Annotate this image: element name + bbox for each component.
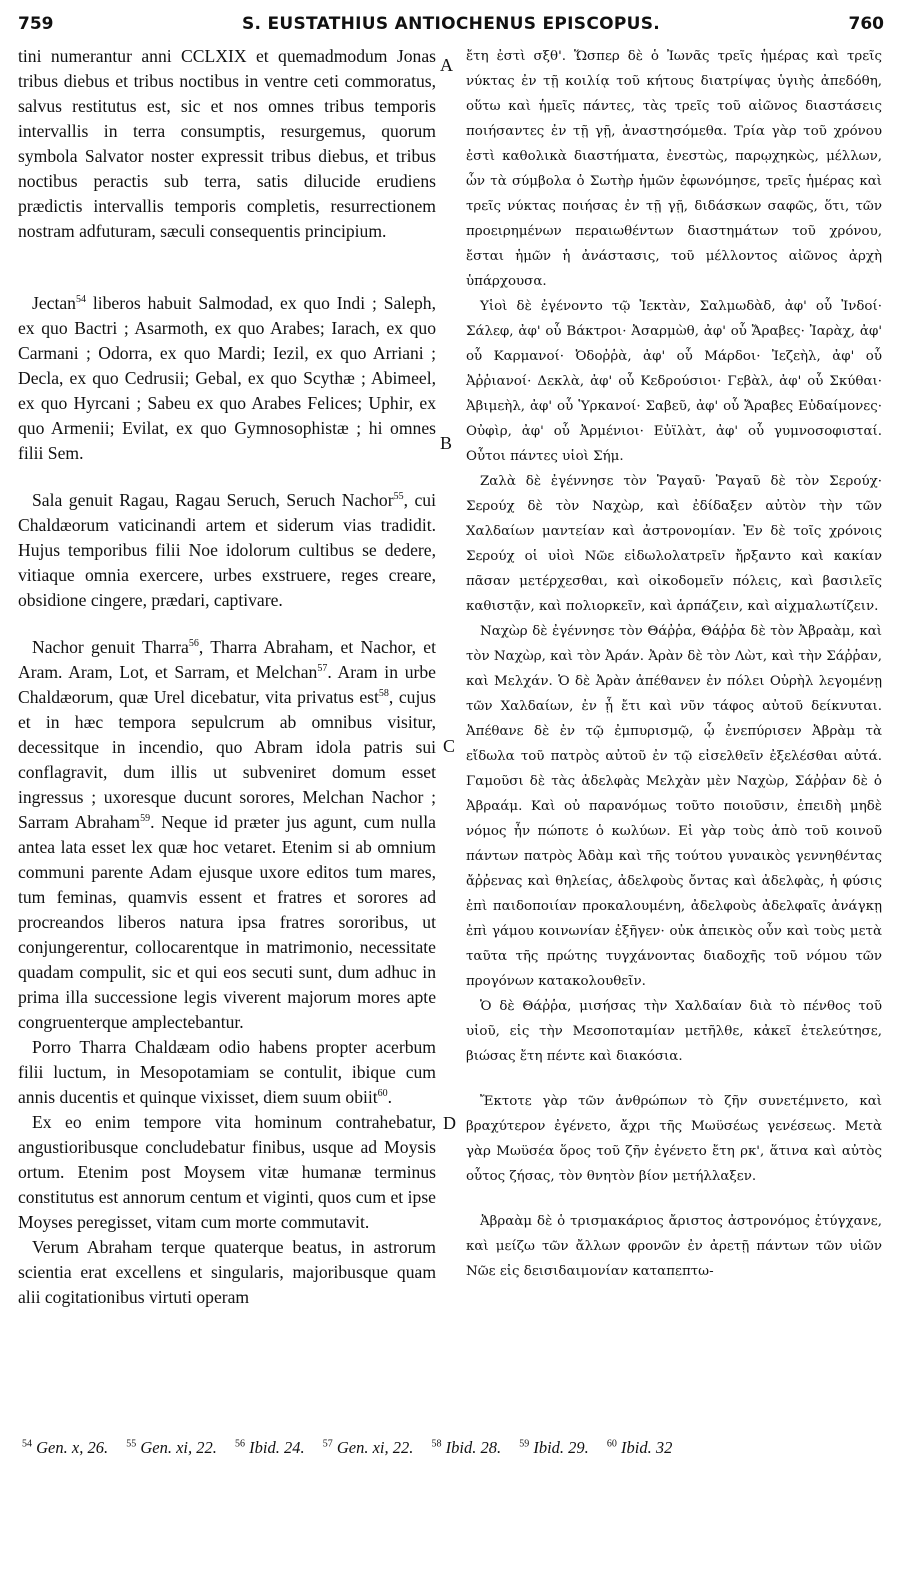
footnote <box>323 1438 414 1457</box>
greek-column <box>466 44 882 1284</box>
footnotes <box>22 1438 884 1458</box>
running-title: S. EUSTATHIUS ANTIOCHENUS EPISCOPUS. <box>241 14 661 34</box>
footnote-number: 60 <box>606 1438 617 1450</box>
greek-paragraph-1: ἔτη ἐστὶ σξθ'. Ὥσπερ δὲ ὁ Ἰωνᾶς τρεῖς ἡμέρας καὶ τρεῖς νύκτας ἐν τῇ κοιλίᾳ τοῦ κήτους διατρίψας ὑγιὴς ἀπεδόθη, οὕτω καὶ ἡμεῖς πάντες, τὰς τρεῖς τοῦ αἰῶνος διαστάσεις ποιήσαντες ἐν τῇ γῇ, ἀναστησόμεθα. Τρία γὰρ τοῦ χρόνου ἐστὶ καθολικὰ διαστήματα, ἐνεστὼς, παρῳχηκὼς, μέλλων, ὧν τὰ σύμβολα ὁ Σωτὴρ ἡμῶν ἐφωνόμησε, τρεῖς ἡμέρας καὶ τρεῖς νύκτας ποιήσας ἐν τῇ γῇ, διδάσκων σαφῶς, ὅτι, τῶν προειρημένων περαιωθέντων διαστημάτων τοῦ χρόνου, ἔσται ἡμῶν ἡ ἀνάστασις, τοῦ μέλλοντος αἰῶνος ἀρχὴ ὑπάρχουσα. <box>466 49 882 289</box>
footnote-number: 55 <box>126 1438 137 1450</box>
latin-text: . Aram in urbe Chaldæorum, quæ Urel dicebatur, vita privatus est <box>18 662 436 707</box>
footnote-number: 59 <box>519 1438 530 1450</box>
footnote-ref-text: Gen. xi, 22. <box>336 1438 414 1457</box>
footnote-number: 54 <box>22 1438 32 1450</box>
greek-paragraph-7: Ἀβραὰμ δὲ ὁ τρισμακάριος ἄριστος ἀστρονόμος ἐτύγχανε, καὶ μείζω τῶν ἄλλων φρονῶν ἐν ἀρετῇ πάντων τῶν υἱῶν Νῶε εἰς δεισιδαιμονίαν καταπεπτω- <box>466 1214 882 1279</box>
latin-text: Porro Tharra Chaldæam odio habens propter acerbum filii luctum, in Mesopotamiam se contulit, ibique cum annis ducentis et quinque vixisset, diem suum obiit <box>18 1037 436 1107</box>
latin-text: . <box>387 1087 393 1107</box>
footnote-ref: 56 <box>188 638 199 650</box>
footnote-ref-text: Ibid. 28. <box>445 1438 502 1457</box>
greek-paragraph-2: Υἱοὶ δὲ ἐγένοντο τῷ Ἰεκτὰν, Σαλμωδὰδ, ἀφ' οὗ Ἰνδοί· Σάλεφ, ἀφ' οὗ Βάκτροι· Ἀσαρμὼθ, ἀφ' οὗ Ἄραβες· Ἰαρὰχ, ἀφ' οὗ Καρμανοί· Ὀδοῤῥὰ, ἀφ' οὗ Μάρδοι· Ἰεζεὴλ, ἀφ' οὗ Ἀῤῥιανοί· Δεκλὰ, ἀφ' οὗ Κεδρούσιοι· Γεβὰλ, ἀφ' οὗ Σκύθαι· Ἀβιμεὴλ, ἀφ' οὗ Ὑρκανοί· Σαβεῦ, ἀφ' οὗ Ἄραβες Εὐδαίμονες· Οὐφὶρ, ἀφ' οὗ Ἀρμένιοι· Εὐϊλὰτ, ἀφ' οὗ γυμνοσοφισταί. Οὗτοι πάντες υἱοὶ Σήμ. <box>466 299 882 464</box>
footnote-number: 57 <box>322 1438 333 1450</box>
footnote-ref: 59 <box>140 813 151 825</box>
footnote-ref-text: Ibid. 24. <box>249 1438 305 1457</box>
latin-paragraph-3 <box>18 488 436 613</box>
footnote-ref: 60 <box>377 1088 388 1100</box>
latin-text: , cujus et in hæc tempora sepulcrum ab omnibus visitur, decessitque in incendio, quo Abram idola patris sui conflagravit, dum illis ut subveniret domum esset ingressus ; uxoresque ducunt sorores, Melchan Nachor ; Sarram Abraham <box>18 687 437 832</box>
footnote-ref-text: Ibid. 29. <box>533 1438 589 1457</box>
footnote-ref: 54 <box>75 294 86 306</box>
latin-paragraph-4 <box>18 635 436 1035</box>
footnote <box>519 1438 589 1457</box>
footnote-ref-text: Gen. x, 26. <box>36 1438 109 1457</box>
footnote <box>235 1438 305 1457</box>
latin-paragraph-1: tini numerantur anni CCLXIX et quemadmodum Jonas tribus diebus et tribus noctibus in ventre ceti commoratus, salvus restitutus est, sic et nos omnes tribus temporis intervallis in terra consumptis, resurgemus, quorum symbola Salvator noster expressit tribus diebus, et tribus noctibus peractis sub terra, satis dilucide erudiens prædictis intervallis temporis completis, resurrectionem nostram adfuturam, sæculi consequentis principium. <box>18 46 436 241</box>
latin-text: , Tharra Abraham, et Nachor, et Aram. Aram, Lot, et Sarram, et Melchan <box>18 637 436 682</box>
footnote-ref: 57 <box>317 663 328 675</box>
latin-text: liberos habuit Salmodad, ex quo Indi ; Saleph, ex quo Bactri ; Asarmoth, ex quo Arabes; Iarach, ex quo Carmani ; Odorra, ex quo Mardi; Iezil, ex quo Arriani ; Decla, ex quo Cedrusii; Gebal, ex quo Scythæ ; Abimeel, ex quo Hyrcani ; Sabeu ex quo Arabes Felices; Uphir, ex quo Armenii; Evilat, ex quo Gymnosophistæ ; hi omnes filii Sem. <box>18 293 436 463</box>
page-number-right: 760 <box>848 14 884 34</box>
latin-paragraph-7: Verum Abraham terque quaterque beatus, in astrorum scientia erat excellens et singularis, majoribusque quam alii cogitationibus virtuti operam <box>18 1237 436 1307</box>
footnote-ref: 58 <box>378 688 389 700</box>
footnote <box>22 1438 108 1457</box>
margin-letter-c: C <box>443 736 456 756</box>
footnote-ref-text: Gen. xi, 22. <box>140 1438 217 1457</box>
page-number-left: 759 <box>18 14 54 34</box>
running-header <box>18 14 884 40</box>
footnote-ref: 55 <box>393 491 404 503</box>
greek-paragraph-3: Ζαλὰ δὲ ἐγέννησε τὸν Ῥαγαῦ· Ῥαγαῦ δὲ τὸν Σερούχ· Σερούχ δὲ τὸν Ναχὼρ, καὶ ἐδίδαξεν αὐτὸν τὴν τῶν Χαλδαίων μαντείαν καὶ ἀστρονομίαν. Ἐν δὲ τοῖς χρόνοις Σερούχ οἱ υἱοὶ Νῶε εἰδωλολατρεῖν ἤρξαντο καὶ κακίαν πᾶσαν μετέρχεσθαι, καὶ οἰκοδομεῖν πόλεις, καὶ βασιλεῖς καθιστᾷν, καὶ πολιορκεῖν, καὶ ἁρπάζειν, καὶ αἰχμαλωτίζειν. <box>466 474 882 614</box>
latin-paragraph-6: Ex eo enim tempore vita hominum contrahebatur, angustioribusque concludebatur finibus, usque ad Moysis ortum. Etenim post Moysem vitæ humanæ terminus constitutus est annorum centum et viginti, quos cum et ipse Moyses peregisset, vitam cum morte commutavit. <box>18 1112 436 1232</box>
footnote <box>126 1438 217 1457</box>
footnote-number: 56 <box>234 1438 245 1450</box>
margin-letter-d: D <box>443 1113 456 1133</box>
latin-column <box>18 44 436 1310</box>
latin-text: , cui Chaldæorum vaticinandi artem et siderum vias tradidit. Hujus temporibus filii Noe idolorum cultibus se dedere, vitiaque omnia exercere, urbes exstruere, reges creare, obsidione cingere, prædari, captivare. <box>18 490 436 610</box>
latin-paragraph-2 <box>18 291 436 466</box>
latin-text: Jectan <box>32 293 76 313</box>
margin-letter-b: B <box>440 433 453 453</box>
latin-paragraph-5 <box>18 1035 436 1110</box>
latin-text: . Neque id præter jus agunt, cum nulla antea lata esset lex quæ hoc vetaret. Etenim si ab omnium communi parente Adam ejusque uxore editos tum mares, tum feminas, quamvis essent et fratres et sorores ad procreandos liberos natura ipsa fratres sororibus, ut conjungerentur, collocarentque in matrimonio, necessitate quadam compulit, sic et qui eos secuti sunt, dum adhuc in prima illa successione legis viverent majorum mores apte congruenterque amplectebantur. <box>18 812 436 1032</box>
footnote-number: 58 <box>431 1438 442 1450</box>
latin-text: Nachor genuit Tharra <box>32 637 189 657</box>
greek-paragraph-6: Ἔκτοτε γὰρ τῶν ἀνθρώπων τὸ ζῆν συνετέμνετο, καὶ βραχύτερον ἐγένετο, ἄχρι τῆς Μωϋσέως γενέσεως. Μετὰ γὰρ Μωϋσέα ὅρος τοῦ ζῆν ἐγένετο ἔτη ρκ', ἅτινα καὶ αὐτὸς οὗτος ζήσας, τὸν θνητὸν βίον μετήλλαξεν. <box>466 1094 882 1184</box>
footnote-ref-text: Ibid. 32 <box>621 1438 673 1457</box>
greek-paragraph-5: Ὁ δὲ Θάῤῥα, μισήσας τὴν Χαλδαίαν διὰ τὸ πένθος τοῦ υἱοῦ, εἰς τὴν Μεσοποταμίαν μετῆλθε, κἀκεῖ ἐτελεύτησε, βιώσας ἔτη πέντε καὶ διακόσια. <box>466 999 882 1064</box>
footnote <box>607 1438 672 1457</box>
latin-text: Sala genuit Ragau, Ragau Seruch, Seruch Nachor <box>32 490 394 510</box>
footnote <box>431 1438 501 1457</box>
greek-paragraph-4: Ναχὼρ δὲ ἐγέννησε τὸν Θάῤῥα, Θάῤῥα δὲ τὸν Ἀβραὰμ, καὶ τὸν Ναχὼρ, καὶ τὸν Ἀράν. Ἀρὰν δὲ τὸν Λὼτ, καὶ τὴν Σάῤῥαν, καὶ Μελχάν. Ὁ δὲ Ἀρὰν ἀπέθανεν ἐν πόλει Οὐρὴλ λεγομένῃ τῶν Χαλδαίων, ἐν ᾗ ἔτι καὶ νῦν τάφος αὐτοῦ δείκνυται. Ἀπέθανε δὲ ἐν τῷ ἐμπυρισμῷ, ᾧ ἐνεπύρισεν Ἀβρὰμ τὰ εἴδωλα τοῦ πατρὸς αὐτοῦ ἐν τῷ εἰσελθεῖν ἐξελέσθαι αὐτά. Γαμοῦσι δὲ τὰς ἀδελφὰς Μελχὰν μὲν Ναχὼρ, Σάῤῥαν δὲ ὁ Ἀβραάμ. Καὶ οὐ παρανόμως τοῦτο ποιοῦσιν, ἐπειδὴ μηδὲ νόμος ἦν πώποτε ὁ κωλύων. Εἰ γὰρ τοὺς ἀπὸ τοῦ κοινοῦ πάντων πατρὸς Ἀδὰμ καὶ τῆς τούτου γυναικὸς γεννηθέντας ἄῤῥενας καὶ θηλείας, ἀδελφοὺς ὄντας καὶ ἀδελφὰς, ἡ φύσις ἐπὶ παιδοποιίαν προκαλουμένη, ἀδελφοὺς ἀδελφαῖς ἀνάγκῃ ἐπὶ γάμου κοινωνίαν ἐξῆγεν· οὐκ ἀπεικὸς οὖν καὶ τοὺς μετὰ ταῦτα τῆς πρώτης τυγχάνοντας διαδοχῆς τοῦ νόμου τῶν προγόνων κατακολουθεῖν. <box>466 624 882 989</box>
margin-letter-a: A <box>440 55 453 75</box>
